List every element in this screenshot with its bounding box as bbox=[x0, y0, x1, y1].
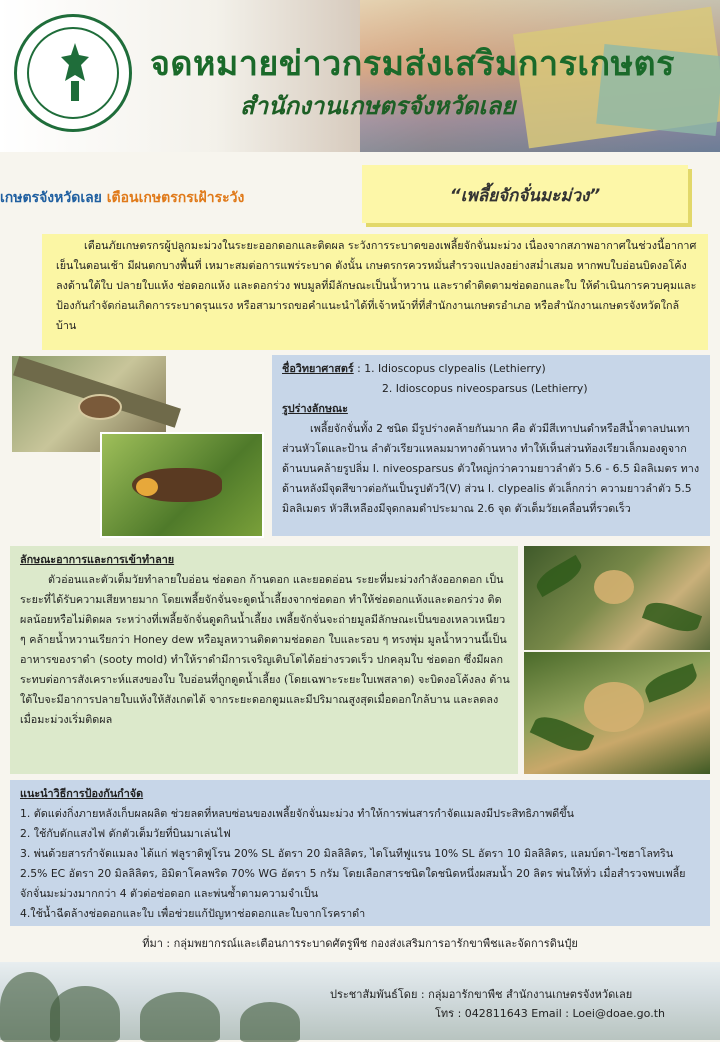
scientific-label: ชื่อวิทยาศาสตร์ bbox=[282, 362, 354, 375]
office-subtitle: สำนักงานเกษตรจังหวัดเลย bbox=[240, 91, 516, 120]
topic-box bbox=[362, 165, 688, 223]
leaf-shape bbox=[530, 710, 595, 757]
office-label: เกษตรจังหวัดเลย bbox=[0, 190, 102, 206]
leaf-shape bbox=[642, 597, 702, 637]
flower-cluster-shape bbox=[584, 682, 644, 732]
symptoms-label: ลักษณะอาการและการเข้าทำลาย bbox=[20, 553, 175, 566]
contact-line: โทร : 042811643 Email : Loei@doae.go.th bbox=[435, 1007, 665, 1020]
mango-flower-photo-2 bbox=[524, 652, 710, 774]
intro-text: เตือนภัยเกษตรกรผู้ปลูกมะม่วงในระยะออกดอกและติดผล ระวังการระบาดของเพลี้ยจักจั่นมะม่วง เนื่องจากสภาพอากาศในช่วงนี้อากาศเย็นในตอนเช้า มีฝนตกบางพื้นที่ เหมาะสมต่อการแพร่ระบาด ดังนั้น เกษตรกรควรหมั่นสำรวจแปลงอย่างสม่ำเสมอ หากพบใบอ่อนบิดงอโค้งลงด้านใต้ใบ ปลายใบแห้ง ช่อดอกแห้ง และดอกร่วง พบมูลที่มีลักษณะเป็นน้ำหวาน และราดำติดตามช่อดอกและใบ ให้ดำเนินการควบคุมและป้องกันกำจัดก่อนเกิดการระบาดรุนแรง หรือสามารถขอคำแนะนำได้ที่เจ้าหน้าที่ที่สำนักงานเกษตรอำเภอ หรือสำนักงานเกษตรจังหวัดใกล้บ้าน bbox=[56, 239, 697, 332]
flower-cluster-shape bbox=[594, 570, 634, 604]
scientific-box bbox=[272, 355, 710, 536]
tree-shape bbox=[240, 1002, 300, 1042]
warning-label: เตือนเกษตรกรเฝ้าระวัง bbox=[106, 190, 245, 206]
symptoms-text: ตัวอ่อนและตัวเต็มวัยทำลายใบอ่อน ช่อดอก ก้านดอก และยอดอ่อน ระยะที่มะม่วงกำลังออกดอก เป็นระยะที่ได้รับความเสียหายมาก โดยเพลี้ยจักจั่นจะดูดน้ำเลี้ยงจากช่อดอก ทำให้ช่อดอกแห้งและดอกร่วง ติดผลน้อยหรือไม่ติดผล ระหว่างที่เพลี้ยจักจั่นดูดกินน้ำเลี้ยง เพลี้ยจักจั่นจะถ่ายมูลมีลักษณะเป็นของเหลวเหนียว ๆ คล้ายน้ำหวานเรียกว่า Honey dew หรือมูลหวานติดตามช่อดอก ใบและรอบ ๆ ทรงพุ่ม มูลน้ำหวานนี้เป็นอาหารของราดำ (sooty mold) ทำให้ราดำมีการเจริญเติบโตได้อย่างรวดเร็ว ปกคลุมใบ ช่อดอก ซึ่งมีผลกระทบต่อการสังเคราะห์แสงของใบ ใบอ่อนที่ถูกดูดน้ำเลี้ยง (โดยเฉพาะระยะใบเพสลาด) จะบิดงอโค้งลง ด้านใต้ใบจะมีอาการปลายใบแห้งให้สังเกตได้ จากระยะดอกตูมและมีปริมาณสูงสุดเมื่อดอกใกล้บาน และลดลงเมื่อมะม่วงเริ่มติดผล bbox=[20, 573, 510, 726]
symptoms-box bbox=[10, 546, 518, 774]
leafhopper-photo-2 bbox=[100, 432, 264, 538]
scientific-name-line-1 bbox=[282, 359, 702, 379]
shape-paragraph bbox=[282, 419, 702, 519]
intro-box bbox=[42, 234, 708, 350]
advice-item-4: 4.ใช้น้ำฉีดล้างช่อดอกและใบ เพื่อช่วยแก้ปัญหาช่อดอกและใบจากโรคราดำ bbox=[20, 907, 366, 920]
advice-item-1: 1. ตัดแต่งกิ่งภายหลังเก็บผลผลิต ช่วยลดที่หลบซ่อนของเพลี้ยจักจั่นมะม่วง ทำให้การพ่นสารกำจัดแมลงมีประสิทธิภาพดีขึ้น bbox=[20, 807, 574, 820]
advice-box bbox=[10, 780, 710, 926]
leaf-shape bbox=[532, 555, 585, 597]
header-banner bbox=[0, 0, 720, 152]
advice-label: แนะนำวิธีการป้องกันกำจัด bbox=[20, 787, 144, 800]
leaf-shape bbox=[642, 663, 700, 702]
shape-label: รูปร่างลักษณะ bbox=[282, 402, 348, 415]
scientific-name-2: 2. Idioscopus niveosparsus (Lethierry) bbox=[382, 382, 588, 395]
shape-text: เพลี้ยจักจั่นทั้ง 2 ชนิด มีรูปร่างคล้ายกันมาก คือ ตัวมีสีเทาปนดำหรือสีน้ำตาลปนเทา ส่วนหัวโตและป้าน ลำตัวเรียวแหลมมาทางด้านหาง ทำให้เห็นส่วนท้องเรียวเล็กมองดูจากด้านบนคล้ายรูปลิ่ม I. niveosparsus ตัวใหญ่กว่าความยาวลำตัว 5.6 - 6.5 มิลลิเมตร ทางด้านหลังมีจุดสีขาวต่อกันเป็นรูปตัววี(V) ส่วน I. clypealis ตัวเล็กกว่า ความยาวลำตัว 5.5 มิลลิเมตร หัวสีเหลืองมีจุดกลมดำประมาณ 2.6 จุด ตัวเต็มวัยเคลื่อนที่รวดเร็ว bbox=[282, 422, 700, 515]
newsletter-title: จดหมายข่าวกรมส่งเสริมการเกษตร bbox=[150, 44, 675, 84]
leafhopper-shape bbox=[78, 394, 122, 420]
department-logo bbox=[14, 14, 132, 132]
symptoms-paragraph bbox=[20, 570, 510, 730]
leafhopper-spot-shape bbox=[136, 478, 158, 496]
tree-shape bbox=[140, 992, 220, 1042]
advice-item-2: 2. ใช้กับดักแสงไฟ ดักตัวเต็มวัยที่บินมาเล่นไฟ bbox=[20, 827, 231, 840]
scientific-name-1: : 1. Idioscopus clypealis (Lethierry) bbox=[357, 362, 546, 375]
deity-emblem-icon bbox=[53, 41, 97, 103]
source-credit: ที่มา : กลุ่มพยากรณ์และเตือนการระบาดศัตรูพืช กองส่งเสริมการอารักขาพืชและจัดการดินปุ๋ย bbox=[142, 937, 578, 950]
publisher-line: ประชาสัมพันธ์โดย : กลุ่มอารักขาพืช สำนักงานเกษตรจังหวัดเลย bbox=[330, 988, 633, 1001]
topic-title: “เพลี้ยจักจั่นมะม่วง” bbox=[449, 186, 601, 206]
advice-item-3: 3. พ่นด้วยสารกำจัดแมลง ได้แก่ ฟลูราดิฟูโรน 20% SL อัตรา 20 มิลลิลิตร, ไดโนทีฟูแรน 10% SL อัตรา 10 มิลลิลิตร, แลมบ์ดา-ไซฮาโลทริน 2.5% EC อัตรา 20 มิลลิลิตร, อิมิดาโคลพริด 70% WG อัตรา 5 กรัม โดยเลือกสารชนิดใดชนิดหนึ่งผสมน้ำ 20 ลิตร พ่นให้ทั่ว เมื่อสำรวจพบเพลี้ยจักจั่นมะม่วงมากกว่า 4 ตัวต่อช่อดอก และพ่นซ้ำตามความจำเป็น bbox=[20, 847, 686, 900]
mango-flower-photo-1 bbox=[524, 546, 710, 650]
tagline bbox=[0, 187, 244, 209]
tree-shape bbox=[50, 986, 120, 1042]
